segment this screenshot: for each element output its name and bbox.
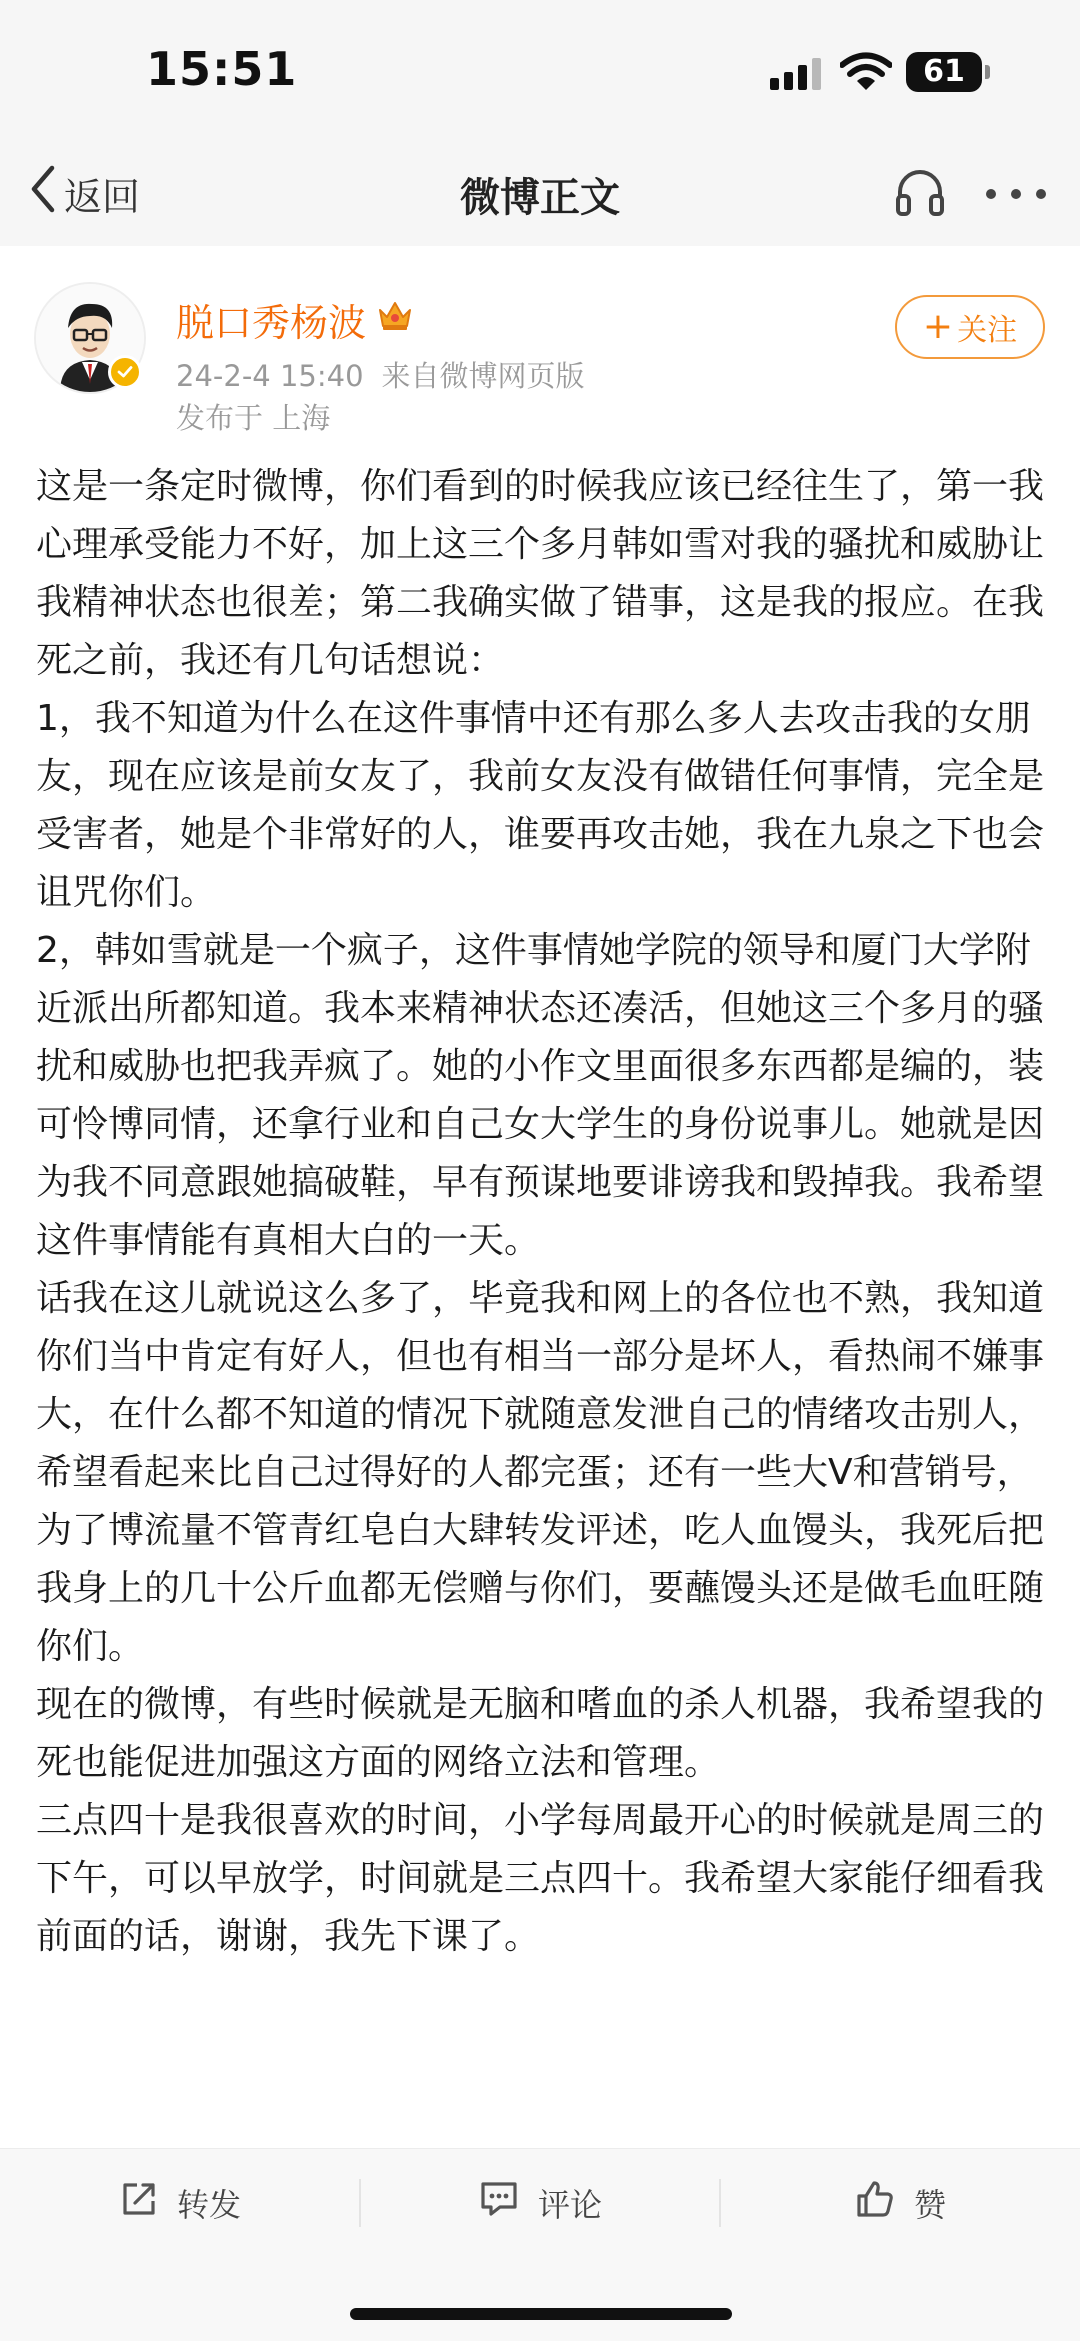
follow-button[interactable]: [895, 295, 1045, 359]
top-area: [0, 0, 1080, 246]
bottom-safe-area: [0, 2256, 1080, 2341]
status-time: 15:51: [146, 42, 298, 96]
signal-icon: [768, 58, 824, 94]
post-paragraph: 话我在这儿就说这么多了，毕竟我和网上的各位也不熟，我知道你们当中肯定有好人，但也有相当一部分是坏人，看热闹不嫌事大，在什么都不知道的情况下就随意发泄自己的情绪攻击别人，希望看起来比自己过得好的人都完蛋；还有一些大V和营销号，为了博流量不管青红皂白大肆转发评述，吃人血馒头，我死后把我身上的几十公斤血都无偿赠与你们，要蘸馒头还是做毛血旺随你们。: [36, 1278, 1045, 1667]
like-label: 赞: [913, 2186, 946, 2224]
post-paragraph: 现在的微博，有些时候就是无脑和嗜血的杀人机器，我希望我的死也能促进加强这方面的网络立法和管理。: [36, 1684, 1045, 1783]
verified-badge-icon: [108, 355, 142, 389]
post-meta: [176, 354, 603, 395]
comment-icon: [478, 2179, 538, 2227]
repost-button[interactable]: [0, 2149, 360, 2257]
battery-icon: 61: [906, 52, 982, 92]
repost-label: 转发: [176, 2186, 241, 2224]
post-date: 24-2-4 15:40: [176, 359, 364, 393]
nav-bar: [0, 140, 1080, 246]
plus-icon: +: [922, 306, 954, 347]
home-indicator: [350, 2308, 732, 2320]
thumbs-up-icon: [854, 2178, 914, 2228]
post-body: [36, 458, 1046, 1966]
status-bar: [0, 0, 1080, 140]
post-paragraph: 2，韩如雪就是一个疯子，这件事情她学院的领导和厦门大学附近派出所都知道。我本来精神状态还凑活，但她这三个多月的骚扰和威胁也把我弄疯了。她的小作文里面很多东西都是编的，装可怜博同情，还拿行业和自己女大学生的身份说事儿。她就是因为我不同意跟她搞破鞋，早有预谋地要诽谤我和毁掉我。我希望这件事情能有真相大白的一天。: [36, 930, 1045, 1261]
user-name[interactable]: 脱口秀杨波: [176, 301, 367, 345]
post-paragraph: 三点四十是我很喜欢的时间，小学每周最开心的时候就是周三的下午，可以早放学，时间就是三点四十。我希望大家能仔细看我前面的话，谢谢，我先下课了。: [36, 1800, 1045, 1957]
post-source: 来自微博网页版: [381, 359, 585, 393]
follow-label: 关注: [957, 313, 1018, 348]
post-paragraph: 这是一条定时微博，你们看到的时候我应该已经往生了，第一我心理承受能力不好，加上这三个多月韩如雪对我的骚扰和威胁让我精神状态也很差；第二我确实做了错事，这是我的报应。在我死之前，我还有几句话想说：: [36, 466, 1045, 681]
page-title: 微博正文: [460, 175, 620, 221]
comment-button[interactable]: [360, 2149, 720, 2257]
post-location: 发布于 上海: [176, 401, 331, 435]
back-label: 返回: [64, 174, 141, 219]
crown-icon: [376, 298, 414, 336]
headphone-icon[interactable]: [892, 164, 948, 224]
action-bar: [0, 2148, 1080, 2257]
repost-icon: [119, 2179, 177, 2227]
post-paragraph: 1，我不知道为什么在这件事情中还有那么多人去攻击我的女朋友，现在应该是前女友了，我前女友没有做错任何事情，完全是受害者，她是个非常好的人，谁要再攻击她，我在九泉之下也会诅咒你们。: [36, 698, 1045, 913]
more-icon[interactable]: [984, 186, 1048, 205]
like-button[interactable]: [720, 2149, 1080, 2257]
comment-label: 评论: [537, 2186, 602, 2224]
wifi-icon: [840, 52, 892, 96]
